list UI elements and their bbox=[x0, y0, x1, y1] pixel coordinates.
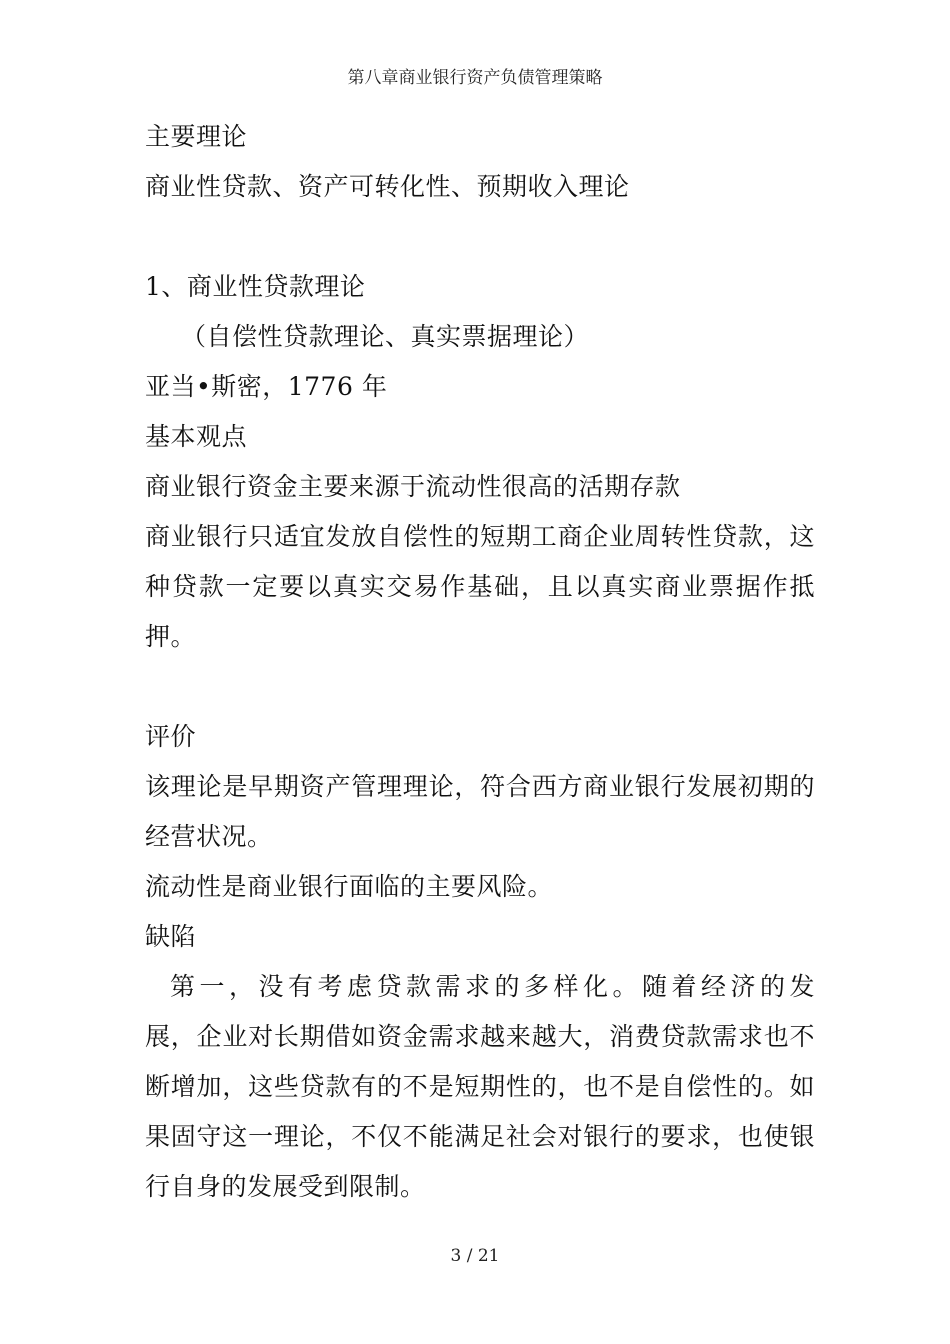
evaluation-point-1: 该理论是早期资产管理理论，符合西方商业银行发展初期的经营状况。 bbox=[145, 772, 815, 851]
running-header: 第八章商业银行资产负债管理策略 bbox=[347, 68, 603, 88]
section-1-alias: （自偿性贷款理论、真实票据理论） bbox=[181, 322, 590, 351]
evaluation-heading: 评价 bbox=[145, 722, 197, 751]
basic-view-point-2: 商业银行只适宜发放自偿性的短期工商企业周转性贷款，这种贷款一定要以真实交易作基础，且以真实商业票据作抵押。 bbox=[145, 522, 815, 651]
page-number: 3 / 21 bbox=[450, 1246, 500, 1266]
basic-view-heading: 基本观点 bbox=[145, 422, 248, 451]
defect-point-1: 第一，没有考虑贷款需求的多样化。随着经济的发 展，企业对长期借如资金需求越来越大，消费贷款需求也不断增加，这些贷款有的不是短期性的，也不是自偿性的。如果固守这一理论，不仅不能满足社会对银行的要求，也使银行自身的发展受到限制。 bbox=[145, 972, 867, 1201]
evaluation-point-2: 流动性是商业银行面临的主要风险。 bbox=[145, 872, 554, 901]
document-body bbox=[145, 112, 867, 1212]
blank-line bbox=[145, 662, 815, 712]
basic-view-point-1: 商业银行资金主要来源于流动性很高的活期存款 bbox=[145, 472, 681, 501]
heading-main-theories: 主要理论 bbox=[145, 122, 248, 151]
theories-list: 商业性贷款、资产可转化性、预期收入理论 bbox=[145, 172, 630, 201]
defects-heading: 缺陷 bbox=[145, 922, 197, 951]
section-1-title: 1、商业性贷款理论 bbox=[145, 272, 366, 301]
section-1-origin: 亚当•斯密，1776 年 bbox=[145, 372, 388, 401]
blank-line bbox=[145, 212, 815, 262]
